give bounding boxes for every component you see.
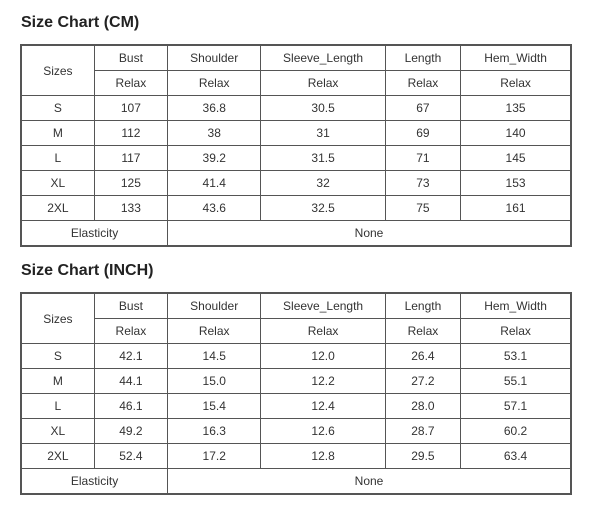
size-label: 2XL xyxy=(21,196,94,221)
table-cell: 29.5 xyxy=(385,444,460,469)
column-header-length: Length xyxy=(385,293,460,319)
table-cell: 145 xyxy=(461,146,571,171)
elasticity-row xyxy=(21,469,571,495)
table-cell: 75 xyxy=(385,196,460,221)
table-row xyxy=(21,146,571,171)
table-row xyxy=(21,121,571,146)
subheader-cell: Relax xyxy=(461,319,571,344)
table-cell: 12.6 xyxy=(261,419,385,444)
size-chart-inch-table xyxy=(20,292,572,495)
table-cell: 15.4 xyxy=(168,394,261,419)
table-cell: 63.4 xyxy=(461,444,571,469)
table-cell: 17.2 xyxy=(168,444,261,469)
table-cell: 44.1 xyxy=(94,369,167,394)
elasticity-label: Elasticity xyxy=(21,469,168,495)
subheader-cell: Relax xyxy=(385,71,460,96)
table-cell: 140 xyxy=(461,121,571,146)
table-cell: 69 xyxy=(385,121,460,146)
table-cell: 30.5 xyxy=(261,96,385,121)
table-cell: 42.1 xyxy=(94,344,167,369)
table-cell: 67 xyxy=(385,96,460,121)
subheader-cell: Relax xyxy=(94,319,167,344)
subheader-row xyxy=(21,71,571,96)
subheader-cell: Relax xyxy=(261,319,385,344)
subheader-cell: Relax xyxy=(168,71,261,96)
elasticity-value: None xyxy=(168,469,571,495)
column-header-shoulder: Shoulder xyxy=(168,45,261,71)
table-cell: 26.4 xyxy=(385,344,460,369)
table-row xyxy=(21,344,571,369)
sizes-header: Sizes xyxy=(21,293,94,344)
table-cell: 53.1 xyxy=(461,344,571,369)
table-cell: 49.2 xyxy=(94,419,167,444)
table-row xyxy=(21,171,571,196)
size-label: XL xyxy=(21,171,94,196)
table-cell: 14.5 xyxy=(168,344,261,369)
header-row xyxy=(21,293,571,319)
table-cell: 133 xyxy=(94,196,167,221)
elasticity-value: None xyxy=(168,221,571,247)
table-cell: 31.5 xyxy=(261,146,385,171)
table-row xyxy=(21,419,571,444)
table-cell: 52.4 xyxy=(94,444,167,469)
table-row xyxy=(21,394,571,419)
size-label: L xyxy=(21,394,94,419)
table-cell: 12.4 xyxy=(261,394,385,419)
column-header-length: Length xyxy=(385,45,460,71)
sizes-header: Sizes xyxy=(21,45,94,96)
size-label: S xyxy=(21,96,94,121)
table-cell: 112 xyxy=(94,121,167,146)
table-row xyxy=(21,369,571,394)
table-cell: 39.2 xyxy=(168,146,261,171)
table-row xyxy=(21,444,571,469)
table-cell: 12.2 xyxy=(261,369,385,394)
table-cell: 41.4 xyxy=(168,171,261,196)
table-cell: 117 xyxy=(94,146,167,171)
table-cell: 135 xyxy=(461,96,571,121)
column-header-bust: Bust xyxy=(94,293,167,319)
table-cell: 73 xyxy=(385,171,460,196)
table-cell: 28.7 xyxy=(385,419,460,444)
size-chart-cm-table xyxy=(20,44,572,247)
table-cell: 57.1 xyxy=(461,394,571,419)
table-cell: 36.8 xyxy=(168,96,261,121)
table-cell: 12.8 xyxy=(261,444,385,469)
table-cell: 161 xyxy=(461,196,571,221)
subheader-cell: Relax xyxy=(385,319,460,344)
size-chart-inch-title: Size Chart (INCH) xyxy=(21,262,154,279)
column-header-sleeve-length: Sleeve_Length xyxy=(261,45,385,71)
column-header-bust: Bust xyxy=(94,45,167,71)
size-chart-cm-title: Size Chart (CM) xyxy=(21,14,140,31)
subheader-cell: Relax xyxy=(94,71,167,96)
column-header-hem-width: Hem_Width xyxy=(461,293,571,319)
subheader-cell: Relax xyxy=(461,71,571,96)
table-cell: 28.0 xyxy=(385,394,460,419)
table-cell: 15.0 xyxy=(168,369,261,394)
table-row xyxy=(21,96,571,121)
table-cell: 38 xyxy=(168,121,261,146)
size-label: M xyxy=(21,121,94,146)
table-cell: 12.0 xyxy=(261,344,385,369)
table-cell: 55.1 xyxy=(461,369,571,394)
size-label: 2XL xyxy=(21,444,94,469)
elasticity-label: Elasticity xyxy=(21,221,168,247)
table-row xyxy=(21,196,571,221)
table-cell: 31 xyxy=(261,121,385,146)
table-cell: 107 xyxy=(94,96,167,121)
subheader-cell: Relax xyxy=(261,71,385,96)
column-header-shoulder: Shoulder xyxy=(168,293,261,319)
table-cell: 16.3 xyxy=(168,419,261,444)
table-cell: 60.2 xyxy=(461,419,571,444)
subheader-row xyxy=(21,319,571,344)
size-label: S xyxy=(21,344,94,369)
table-cell: 32 xyxy=(261,171,385,196)
size-label: M xyxy=(21,369,94,394)
header-row xyxy=(21,45,571,71)
size-label: L xyxy=(21,146,94,171)
table-cell: 43.6 xyxy=(168,196,261,221)
table-cell: 27.2 xyxy=(385,369,460,394)
table-cell: 32.5 xyxy=(261,196,385,221)
size-label: XL xyxy=(21,419,94,444)
table-cell: 71 xyxy=(385,146,460,171)
column-header-hem-width: Hem_Width xyxy=(461,45,571,71)
column-header-sleeve-length: Sleeve_Length xyxy=(261,293,385,319)
table-cell: 46.1 xyxy=(94,394,167,419)
table-cell: 125 xyxy=(94,171,167,196)
elasticity-row xyxy=(21,221,571,247)
table-cell: 153 xyxy=(461,171,571,196)
subheader-cell: Relax xyxy=(168,319,261,344)
